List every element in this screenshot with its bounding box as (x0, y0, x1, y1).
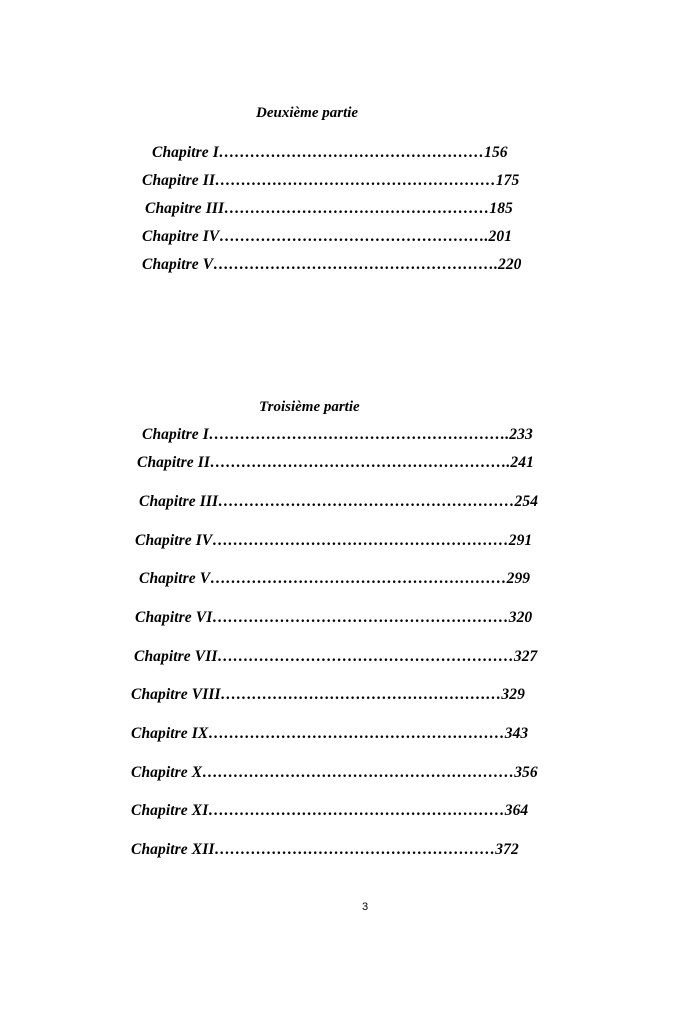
toc-entry: Chapitre IV…………………………………………………291 (135, 532, 533, 549)
toc-entry: Chapitre V…………………………………………………299 (139, 570, 531, 587)
page-number: 3 (362, 901, 369, 913)
toc-entry: Chapitre IX…………………………………………………343 (131, 725, 529, 742)
toc-entry: Chapitre XI…………………………………………………364 (131, 802, 529, 819)
toc-entry: Chapitre VIII………………………………………………329 (131, 686, 525, 703)
toc-entry: Chapitre X……………………………………………………356 (131, 764, 538, 781)
part-2-heading: Deuxième partie (256, 105, 359, 121)
toc-entry: Chapitre II………………………………………………175 (142, 172, 520, 189)
toc-entry: Chapitre II………………………………………………….241 (137, 454, 534, 471)
toc-entry: Chapitre I………………………………………………….233 (142, 426, 533, 443)
toc-entry: Chapitre IV…………………………………………….201 (142, 228, 513, 245)
toc-entry: Chapitre VII…………………………………………………327 (134, 648, 538, 665)
toc-entry: Chapitre I……………………………………………156 (152, 144, 508, 161)
toc-entry: Chapitre VI…………………………………………………320 (135, 609, 533, 626)
toc-entry: Chapitre III……………………………………………185 (145, 200, 513, 217)
toc-entry: Chapitre XII………………………………………………372 (131, 841, 519, 858)
part-3-heading: Troisième partie (259, 399, 360, 415)
toc-entry: Chapitre III…………………………………………………254 (139, 493, 539, 510)
toc-entry: Chapitre V……………………………………………….220 (142, 256, 522, 273)
